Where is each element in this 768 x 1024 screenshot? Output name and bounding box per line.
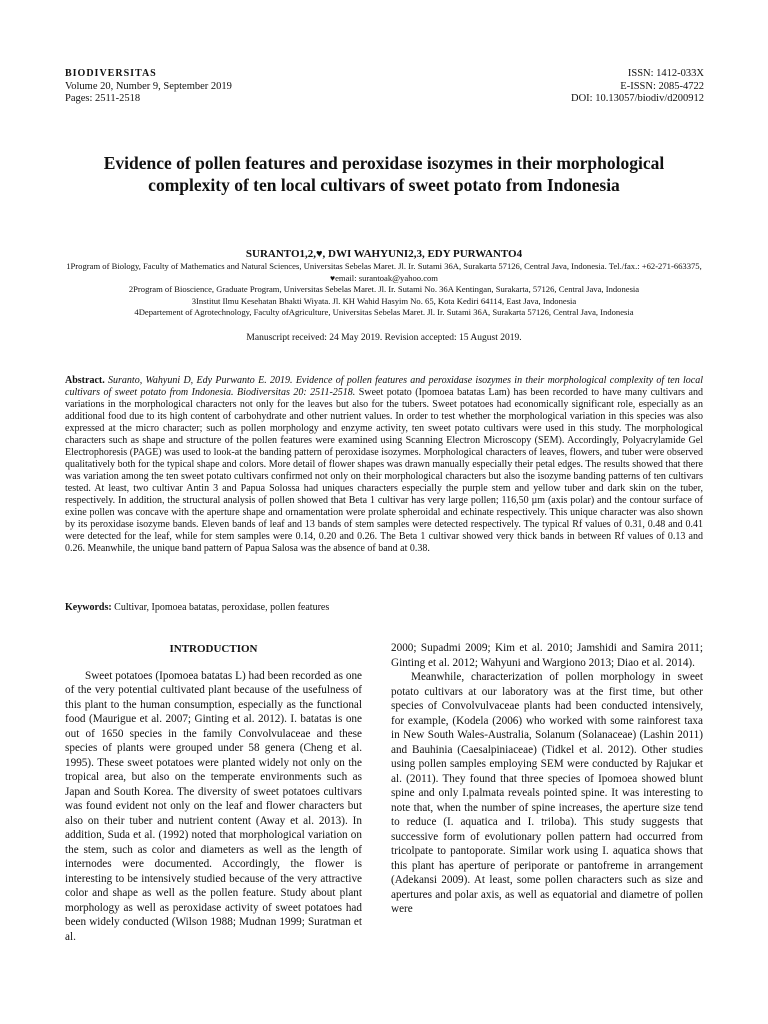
affiliation-4: 4Departement of Agrotechnology, Faculty ofAgriculture, Universitas Sebelas Maret. Jl. Ir. Sutami 36A, Surakarta 57126, Central Java, Indonesia xyxy=(134,307,634,317)
abstract xyxy=(65,375,703,555)
pages-info: Pages: 2511-2518 xyxy=(65,93,141,104)
abstract-label: Abstract. xyxy=(65,375,105,386)
affiliation-1: 1Program of Biology, Faculty of Mathematics and Natural Sciences, Universitas Sebelas Maret. Jl. Ir. Sutami 36A, Surakarta 57126, Central Java, Indonesia. Tel./fax.: +62-271-663375, ♥email: surantoak@yahoo.com xyxy=(66,261,702,283)
keywords-label: Keywords: xyxy=(65,602,112,613)
journal-name: BIODIVERSITAS xyxy=(65,68,157,79)
introduction-heading: INTRODUCTION xyxy=(169,643,258,655)
intro-paragraph-1: Sweet potatoes (Ipomoea batatas L) had been recorded as one of the very potential cultivated plant because of the usefulness of this plant to the human consumption, especially as the functional food (Maurigue et al. 2007; Ginting et al. 2012). I. batatas is one out of 1650 species in the family Convolvulaceae and these species of plants were grouped under 58 genera (Cheng et al. 1995). These sweet potatoes were planted widely not only on the tropical area, but also on the temperate environments such as Japan and South Korea. The diversity of sweet potatoes cultivars was found evident not only on the leaf and flower characters but also on their tuber and nutrient content (Away et al. 2013). In addition, Suda et al. (1992) noted that morphological variation on the stem, such as color and diameters as well as the length of internodes were documented. Accordingly, the flower is interesting to be intensively studied because of the very attractive color and shape as well as the pollen feature. Study about plant morphology as well as peroxidase activity of sweet potatoes had been widely conducted (Wilson 1988; Mudnan 1999; Suratman et al. xyxy=(65,669,362,943)
issn: ISSN: 1412-033X xyxy=(627,68,704,79)
eissn: E-ISSN: 2085-4722 xyxy=(620,80,704,92)
affiliation-2: 2Program of Bioscience, Graduate Program, Universitas Sebelas Maret. Jl. Ir. Sutami No. 36A Kentingan, Surakarta, 57126, Central Java, Indonesia xyxy=(128,284,640,294)
volume-info: Volume 20, Number 9, September 2019 xyxy=(65,80,232,92)
affiliations xyxy=(65,261,703,319)
left-column xyxy=(65,642,362,944)
abstract-text: Sweet potato (Ipomoea batatas Lam) has been recorded to have many cultivars and variations in the morphological characters not only for the leaves but also for the tubers. Sweet potatoes had economically significant role, especially as an additional food due to its high content of carbohydrate and other nutrient values. In order to test whether the morphological variation in this species was also expressed at the micro character; such as pollen morphology and enzyme activity, ten sweet potato cultivars were used in this study. The morphological characters such as shape and structure of the pollen features were examined using Scanning Electron Microscopy (SEM). Accordingly, Polyacrylamide Gel Electrophoresis (PAGE) was used to look-at the banding pattern of peroxidase isozymes. Morphological characters of leaves, flowers, and tuber were observed qualitatively both for the typical shape and colors. More detail of flower shapes was drawn manually especially their petal edges. The results showed that there was variation among the ten sweet potato cultivars confirmed not only on their morphological characters but also the isozyme banding patterns of ten cultivars tested. At least, two cultivar Antin 3 and Papua Solossa had uniques characters especially the purple stem and yellow tuber and dark skin on the tuber, respectively. In addition, the structural analysis of pollen showed that Beta 1 cultivar has very large pollen; 116,50 µm (axis polar) and the contour surface of exine pollen was concave with the aperture shape and ornamentation were prolate spheroidal and echinate respectively. This unique character was also shown by its peroxidase isozyme bands. Eleven bands of leaf and 13 bands of stem samples were detected respectively. The typical Rf values of 0.31, 0.48 and 0.41 were detected for the leaf, while for stem samples were 0.14, 0.20 and 0.26. The Beta 1 cultivar showed very thick bands in between Rf values of 0.13 and 0.26. Meanwhile, the unique band pattern of Papua Salosa was the absence of band at 0.38. xyxy=(65,387,703,554)
intro-paragraph-2: Meanwhile, characterization of pollen morphology in sweet potato cultivars at our laboratory was at the first time, but other species of Convolvulvaceae plants had been conducted intensively, for example, (Kodela (2006) who worked with some rainforest taxa in New South Wales-Australia, Solanum (Solanaceae) (Lashin 2011) and Bauhinia (Caesalpiniaceae) (Tidkel et al. 2012). Other studies using pollen samples employing SEM were conducted by Rajukar et al. (2011). They found that three species of Ipomoea showed blunt spine and only I.palmata reveals pointed spine. It was interesting to note that, when the number of spine increases, the aperture size tend to reduce (I. aquatica and I. triloba). This study suggests that successive form of evolutionary pollen pattern had occurred from tricolpate to pantoporate. Similar work using I. aquatica shows that this plant has aperture of periporate or pantofreme in arrangement (Adekansi 2009). At least, some pollen characters such as size and apertures and polar axis, as well as equatorial and diametre of pollen were xyxy=(391,671,703,915)
doi: DOI: 10.13057/biodiv/d200912 xyxy=(571,93,704,104)
author-list: SURANTO1,2,♥, DWI WAHYUNI2,3, EDY PURWANTO4 xyxy=(245,248,523,260)
journal-header xyxy=(65,68,232,106)
manuscript-dates: Manuscript received: 24 May 2019. Revision accepted: 15 August 2019. xyxy=(246,333,522,343)
paper-title: Evidence of pollen features and peroxidase isozymes in their morphological complexity of ten local cultivars of sweet potato from Indonesia xyxy=(103,153,665,195)
issn-block xyxy=(571,68,704,106)
affiliation-3: 3Institut Ilmu Kesehatan Bhakti Wiyata. Jl. KH Wahid Hasyim No. 65, Kota Kediri 64114, East Java, Indonesia xyxy=(191,295,577,306)
intro-paragraph-1-continued: 2000; Supadmi 2009; Kim et al. 2010; Jamshidi and Samira 2011; Ginting et al. 2012; Wahyuni and Wargiono 2013; Diao et al. 2014). xyxy=(391,642,703,669)
right-column xyxy=(391,641,703,917)
keywords-text: Cultivar, Ipomoea batatas, peroxidase, pollen features xyxy=(114,602,330,613)
keywords xyxy=(65,602,703,613)
abstract-citation: Suranto, Wahyuni D, Edy Purwanto E. 2019. Evidence of pollen features and peroxidase isozymes in their morphological complexity of ten local cultivars of sweet potato from Indonesia. Biodiversitas 20: 2511-2518. xyxy=(65,375,704,398)
